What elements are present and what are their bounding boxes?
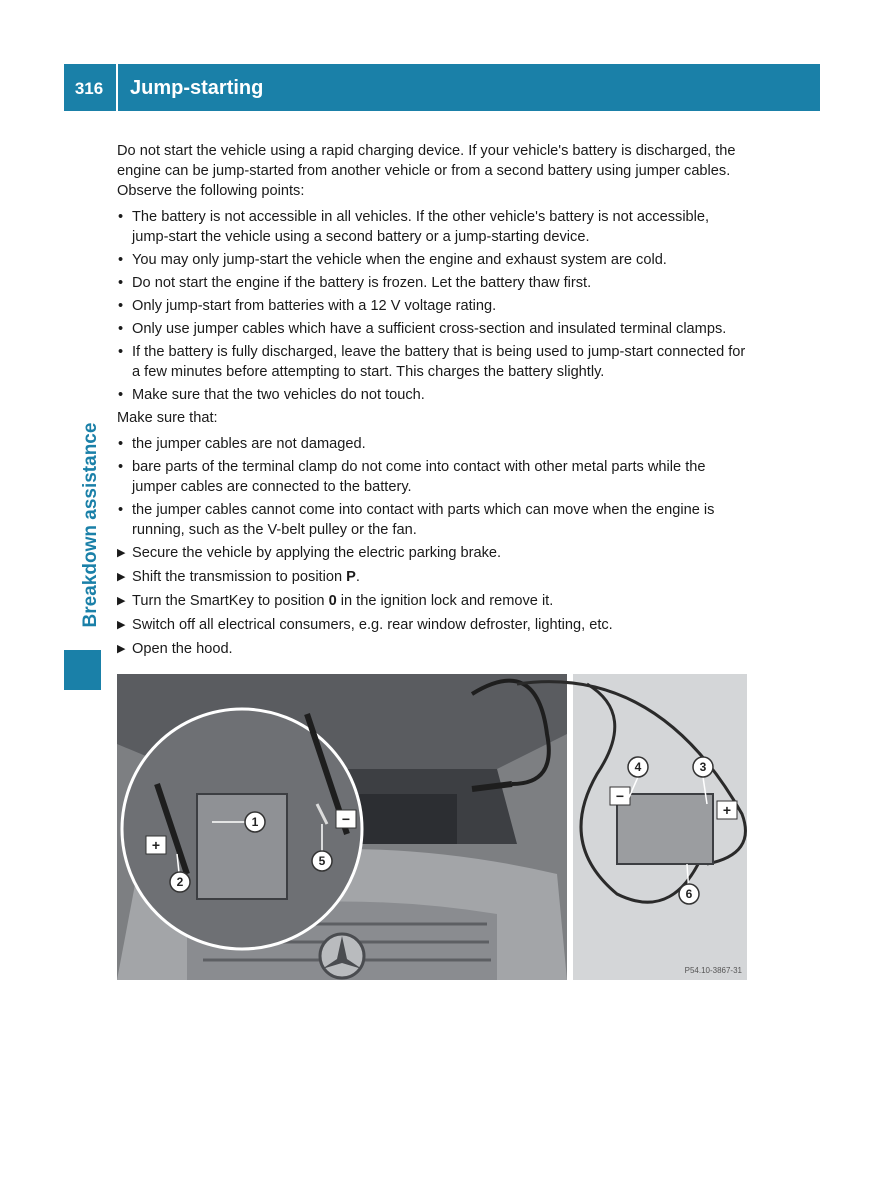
steps-list: [117, 543, 749, 659]
list-item: • The battery is not accessible in all vehicles. If the other vehicle's battery is not accessible, jump-start the vehicle using a second battery or a jump-starting device.: [118, 209, 710, 245]
page-header: [64, 64, 820, 111]
make-sure-list: [117, 434, 749, 540]
callout-label-5: 5: [318, 854, 326, 868]
callout-label-1: 1: [251, 815, 259, 829]
section-tab-label: Breakdown assistance: [80, 422, 101, 628]
figure-code: P54.10-3867-31: [684, 966, 742, 975]
step-item: ▶ Secure the vehicle by applying the electric parking brake.: [117, 545, 502, 561]
step-arrow-icon: ▶: [117, 595, 126, 607]
step-arrow-icon: ▶: [117, 547, 126, 559]
minus-sign: −: [341, 811, 351, 827]
section-tab-marker: [64, 650, 101, 690]
step-arrow-icon: ▶: [117, 619, 126, 631]
jump-start-illustration: [117, 674, 747, 980]
list-item: • bare parts of the terminal clamp do not come into contact with other metal parts while the jumper cables are connected to the battery.: [118, 459, 706, 495]
points-list: [117, 207, 749, 405]
header-divider: [116, 64, 118, 111]
page-number: 316: [74, 79, 104, 98]
plus-sign: +: [151, 837, 161, 853]
page-title: Jump-starting: [130, 77, 264, 99]
make-sure-heading: Make sure that:: [117, 410, 218, 426]
bullet-icon: •: [118, 344, 124, 360]
minus-sign: −: [615, 788, 625, 804]
bullet-icon: •: [118, 275, 124, 291]
list-item: • the jumper cables cannot come into contact with parts which can move when the engine is running, such as the V-belt pulley or the fan.: [118, 502, 715, 538]
intro-paragraph: Do not start the vehicle using a rapid charging device. If your vehicle's battery is discharged, the engine can be jump-started from another vehicle or from a second battery using jumper cables. Observe the following points:: [117, 143, 736, 199]
page-content: [117, 141, 749, 663]
callout-label-4: 4: [634, 760, 642, 774]
list-item: • Make sure that the two vehicles do not touch.: [118, 387, 425, 403]
list-item: • If the battery is fully discharged, leave the battery that is being used to jump-start connected for a few minutes before attempting to start. This charges the battery slightly.: [118, 344, 746, 380]
step-arrow-icon: ▶: [117, 571, 126, 583]
step-item: ▶ Open the hood.: [117, 641, 233, 657]
list-item: • Only jump-start from batteries with a 12 V voltage rating.: [118, 298, 497, 314]
list-item: • the jumper cables are not damaged.: [118, 436, 366, 452]
list-item: • Do not start the engine if the battery is frozen. Let the battery thaw first.: [118, 275, 592, 291]
bullet-icon: •: [118, 387, 124, 403]
bullet-icon: •: [118, 298, 124, 314]
bullet-icon: •: [118, 502, 124, 518]
callout-label-6: 6: [685, 887, 693, 901]
list-item: • You may only jump-start the vehicle when the engine and exhaust system are cold.: [118, 252, 667, 268]
callout-label-2: 2: [176, 875, 184, 889]
plus-sign: +: [722, 802, 732, 818]
step-item: ▶ Shift the transmission to position P.: [117, 569, 360, 585]
callout-label-3: 3: [699, 760, 707, 774]
bullet-icon: •: [118, 321, 124, 337]
bullet-icon: •: [118, 252, 124, 268]
list-item: • Only use jumper cables which have a sufficient cross-section and insulated terminal clamps.: [118, 321, 727, 337]
step-item: ▶ Switch off all electrical consumers, e.g. rear window defroster, lighting, etc.: [117, 617, 613, 633]
detail-magnifier: [122, 709, 362, 949]
bullet-icon: •: [118, 209, 124, 225]
bullet-icon: •: [118, 436, 124, 452]
step-arrow-icon: ▶: [117, 643, 126, 655]
bullet-icon: •: [118, 459, 124, 475]
step-item: ▶ Turn the SmartKey to position 0 in the ignition lock and remove it.: [117, 593, 554, 609]
